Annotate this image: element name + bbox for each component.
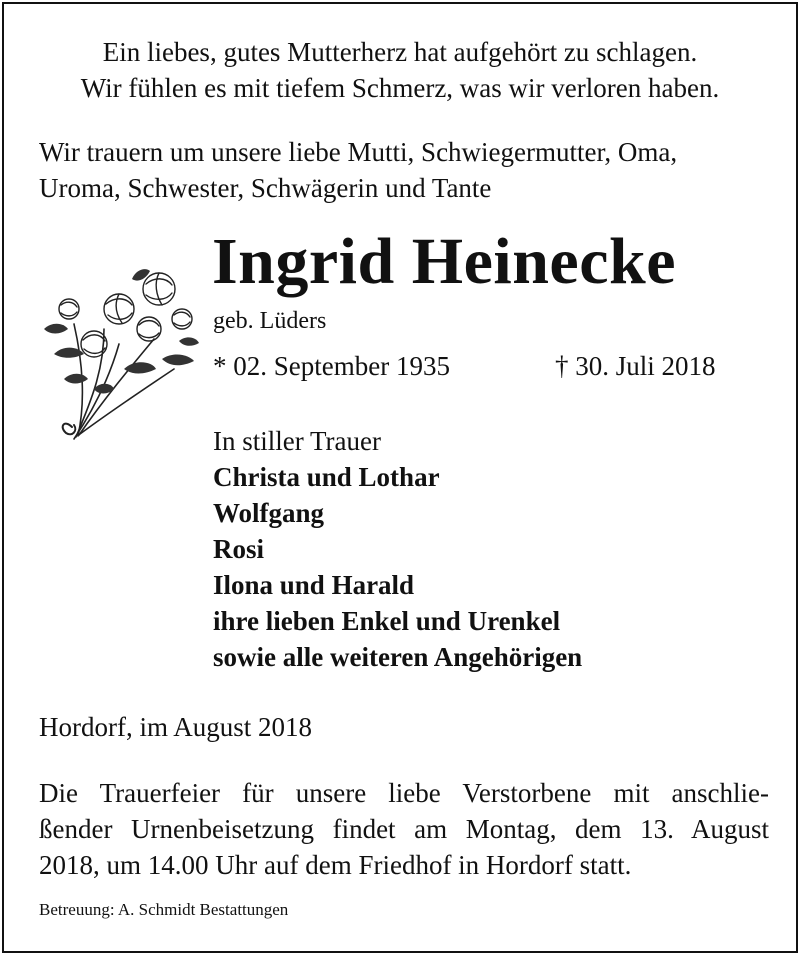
mourning-line-2: Uroma, Schwester, Schwägerin und Tante [39,173,492,203]
place-date: Hordorf, im August 2018 [39,712,312,742]
obituary-notice [2,2,798,953]
mourner-name: Ilona und Harald [213,570,415,600]
intro-verse [4,34,796,106]
mourner-name: sowie alle weiteren Angehörigen [213,642,583,672]
deceased-name: Ingrid Heinecke [212,225,676,298]
mourner-name: Wolfgang [213,498,325,528]
birth-date: * 02. September 1935 [213,351,450,381]
mourners-list [213,423,582,675]
ceremony-line-2: ßender Urnenbeisetzung findet am Montag, dem 13. August [39,814,769,844]
ceremony-info [39,775,769,883]
ceremony-line-1: Die Trauerfeier für unsere liebe Verstorbene mit anschlie- [39,778,769,808]
mourner-name: ihre lieben Enkel und Urenkel [213,606,561,636]
mourning-statement [39,134,779,206]
maiden-name: geb. Lüders [213,308,327,334]
mourners-lead: In stiller Trauer [213,426,381,456]
flower-bouquet-icon [34,249,204,449]
ceremony-line-3: 2018, um 14.00 Uhr auf dem Friedhof in Hordorf statt. [39,850,632,880]
funeral-home: Betreuung: A. Schmidt Bestattungen [39,900,289,919]
mourner-name: Rosi [213,534,265,564]
intro-line-2: Wir fühlen es mit tiefem Schmerz, was wir verloren haben. [80,73,720,103]
mourner-name: Christa und Lothar [213,462,440,492]
death-date: † 30. Juli 2018 [555,351,716,381]
intro-line-1: Ein liebes, gutes Mutterherz hat aufgehört zu schlagen. [102,37,698,67]
mourning-line-1: Wir trauern um unsere liebe Mutti, Schwiegermutter, Oma, [39,137,678,167]
